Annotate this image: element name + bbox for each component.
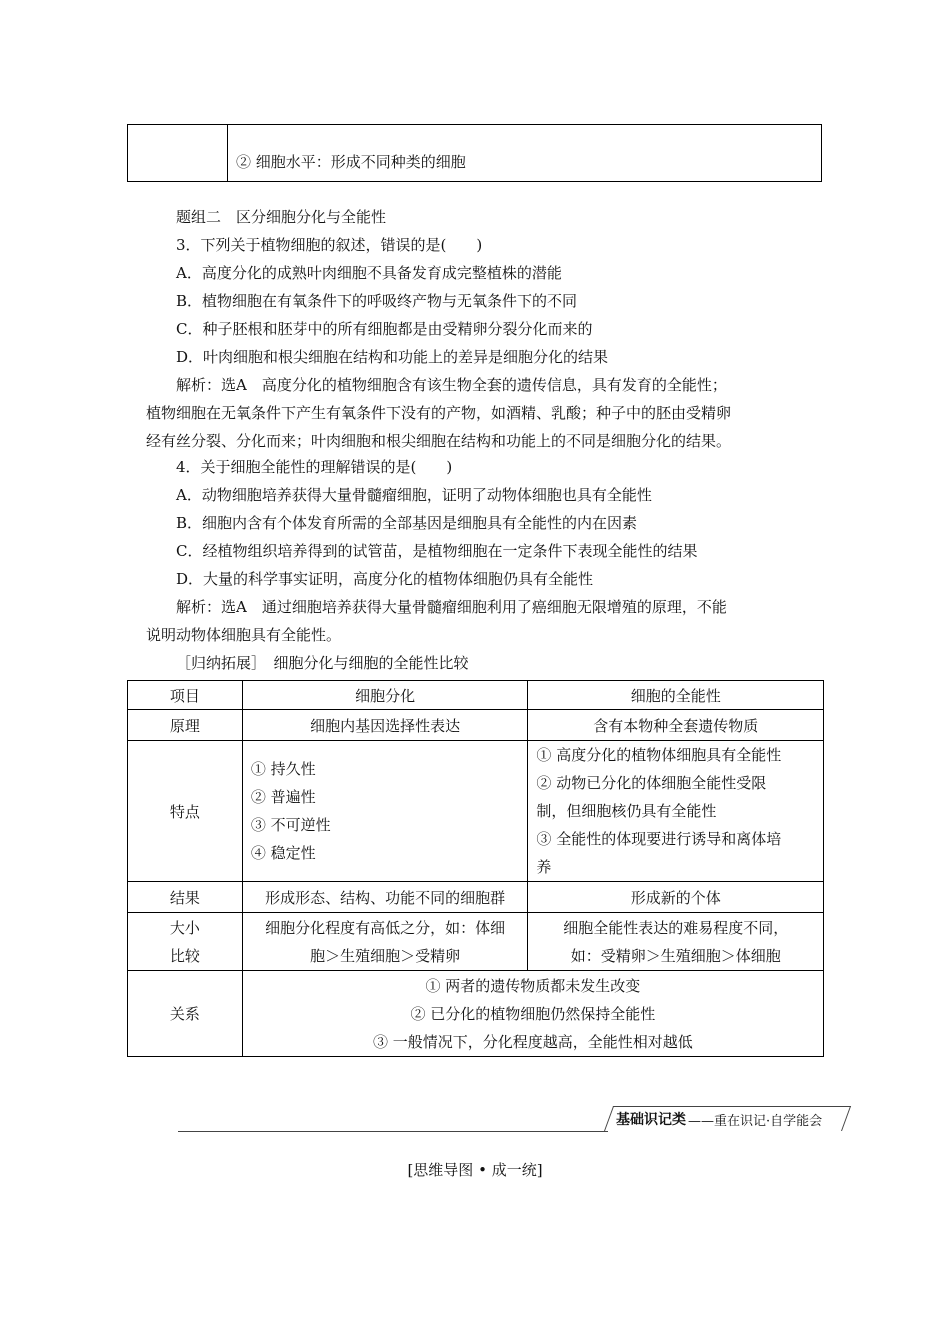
continuation-table-text: ② 细胞水平：形成不同种类的细胞 <box>236 153 466 171</box>
table-cell: 含有本物种全套遗传物质 <box>528 710 824 741</box>
banner-subtitle: ——重在识记·自学能会 <box>688 1113 823 1129</box>
table-header-row <box>128 681 824 710</box>
table-cell: 形成形态、结构、功能不同的细胞群 <box>242 882 528 913</box>
q4-analysis-line: 说明动物体细胞具有全能性。 <box>146 626 342 644</box>
header-cell: 项目 <box>128 681 243 710</box>
list-item: ① 高度分化的植物体细胞具有全能性 <box>536 746 782 764</box>
row-label: 特点 <box>128 741 243 882</box>
cell-line: 细胞分化程度有高低之分，如：体细 <box>265 918 506 937</box>
row-label-line: 大小 <box>169 918 200 937</box>
table-cell <box>242 741 528 882</box>
q4-option-d: D．大量的科学事实证明，高度分化的植物体细胞仍具有全能性 <box>176 570 594 588</box>
q3-analysis-line: 植物细胞在无氧条件下产生有氧条件下没有的产物，如酒精、乳酸；种子中的胚由受精卵 <box>146 404 732 422</box>
mindmap-title: [思维导图 • 成一统] <box>407 1161 543 1179</box>
table-row <box>128 882 824 913</box>
list-item: ③ 一般情况下，分化程度越高，全能性相对越低 <box>373 1032 693 1051</box>
table-cell <box>242 971 823 1057</box>
list-item: ③ 不可逆性 <box>250 816 331 834</box>
q3-option-b: B．植物细胞在有氧条件下的呼吸终产物与无氧条件下的不同 <box>176 292 578 310</box>
list-item: ② 已分化的植物细胞仍然保持全能性 <box>410 1004 656 1023</box>
list-item: 养 <box>536 858 552 876</box>
row-label-line: 比较 <box>169 946 200 965</box>
row-label: 原理 <box>128 710 243 741</box>
q3-stem: 3．下列关于植物细胞的叙述，错误的是( ) <box>176 236 483 254</box>
list-item: ② 普遍性 <box>250 788 316 806</box>
table-cell: 细胞内基因选择性表达 <box>242 710 528 741</box>
row-label: 关系 <box>128 971 243 1057</box>
list-item: ① 持久性 <box>250 760 316 778</box>
q4-stem: 4．关于细胞全能性的理解错误的是( ) <box>176 458 453 476</box>
q3-analysis-line: 经有丝分裂、分化而来；叶肉细胞和根尖细胞在结构和功能上的不同是细胞分化的结果。 <box>146 432 732 450</box>
comparison-table <box>127 680 824 1057</box>
table-row <box>128 971 824 1057</box>
continuation-table <box>127 124 822 182</box>
banner-label: 基础识记类 <box>616 1112 686 1128</box>
table-row <box>128 741 824 882</box>
q4-option-b: B．细胞内含有个体发育所需的全部基因是细胞具有全能性的内在因素 <box>176 514 638 532</box>
table-cell <box>528 741 824 882</box>
q4-analysis-line: 解析：选A 通过细胞培养获得大量骨髓瘤细胞利用了癌细胞无限增殖的原理，不能 <box>176 598 727 616</box>
continuation-table-label-cell <box>128 125 228 181</box>
summary-title: ［归纳拓展］ 细胞分化与细胞的全能性比较 <box>176 654 469 672</box>
q3-option-c: C．种子胚根和胚芽中的所有细胞都是由受精卵分裂分化而来的 <box>176 320 593 338</box>
list-item: ② 动物已分化的体细胞全能性受限 <box>536 774 767 792</box>
q3-analysis-line: 解析：选A 高度分化的植物细胞含有该生物全套的遗传信息，具有发育的全能性； <box>176 376 727 394</box>
row-label <box>128 913 243 971</box>
list-item: ③ 全能性的体现要进行诱导和离体培 <box>536 830 782 848</box>
q3-option-a: A．高度分化的成熟叶肉细胞不具备发育成完整植株的潜能 <box>176 264 562 282</box>
q3-option-d: D．叶肉细胞和根尖细胞在结构和功能上的差异是细胞分化的结果 <box>176 348 609 366</box>
cell-line: 细胞全能性表达的难易程度不同， <box>563 918 789 937</box>
header-cell: 细胞分化 <box>242 681 528 710</box>
section-title: 题组二 区分细胞分化与全能性 <box>176 208 387 226</box>
q4-option-a: A．动物细胞培养获得大量骨髓瘤细胞，证明了动物体细胞也具有全能性 <box>176 486 652 504</box>
list-item: 制，但细胞核仍具有全能性 <box>536 802 717 820</box>
table-cell: 形成新的个体 <box>528 882 824 913</box>
table-cell <box>528 913 824 971</box>
table-cell <box>242 913 528 971</box>
table-row <box>128 913 824 971</box>
header-cell: 细胞的全能性 <box>528 681 824 710</box>
list-item: ④ 稳定性 <box>250 844 316 862</box>
section-banner <box>604 1106 844 1132</box>
q4-option-c: C．经植物组织培养得到的试管苗，是植物细胞在一定条件下表现全能性的结果 <box>176 542 698 560</box>
footer-rule <box>178 1131 608 1132</box>
table-row <box>128 710 824 741</box>
cell-line: 胞＞生殖细胞＞受精卵 <box>310 946 461 965</box>
list-item: ① 两者的遗传物质都未发生改变 <box>425 976 641 995</box>
row-label: 结果 <box>128 882 243 913</box>
cell-line: 如：受精卵＞生殖细胞＞体细胞 <box>570 946 781 965</box>
